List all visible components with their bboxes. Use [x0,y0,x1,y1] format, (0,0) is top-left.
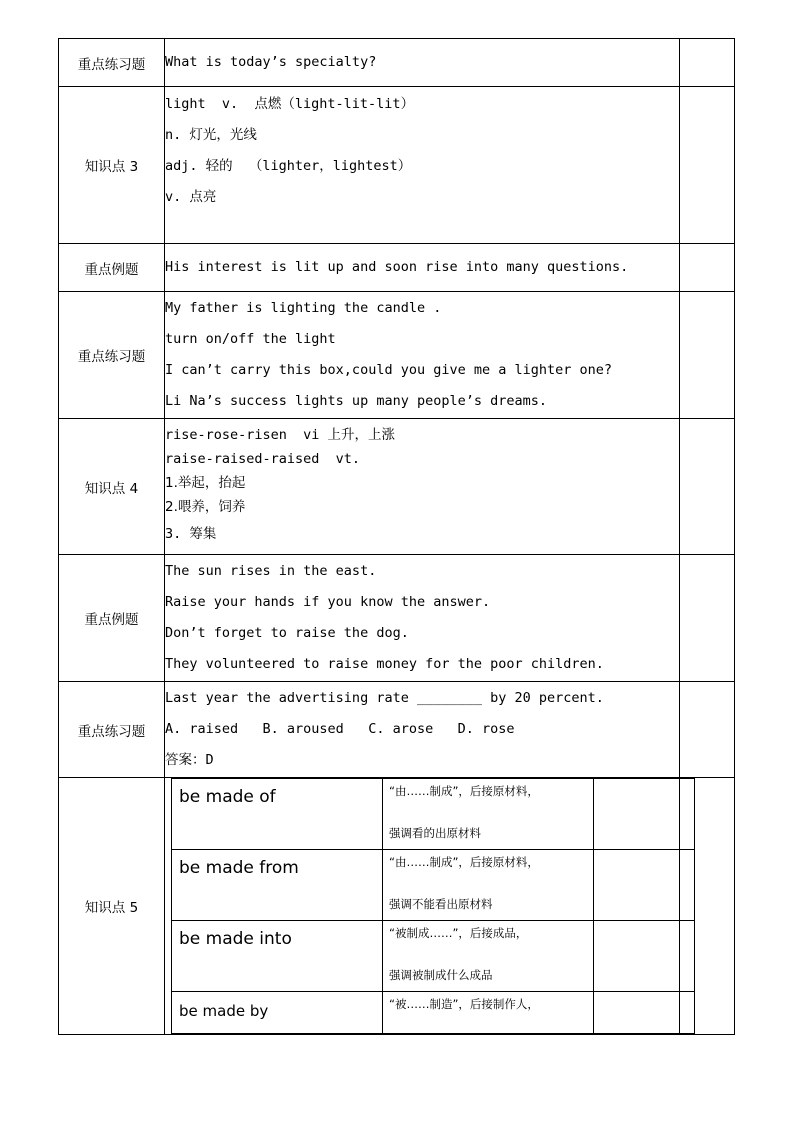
content-line: rise-rose-risen vi 上升，上涨 [165,427,396,443]
content-line: n. 灯光，光线 [165,127,257,143]
description-cell [383,850,594,921]
row-label: 重点练习题 [59,682,165,778]
description-line: 强调看的出原材料 [389,826,481,840]
content-line: A. raised B. aroused C. arose D. rose [165,721,515,737]
table-row [59,778,735,1035]
phrase-cell: be made from [172,850,383,921]
empty-cell [680,292,735,419]
row-content [165,778,680,1035]
row-content [165,682,680,778]
phrase-cell: be made of [172,779,383,850]
content-line: They volunteered to raise money for the poor children. [165,656,604,672]
row-label: 重点练习题 [59,292,165,419]
table-row [172,850,695,921]
empty-cell [680,39,735,87]
empty-cell [680,244,735,292]
row-label: 重点练习题 [59,39,165,87]
content-line: 答案：D [165,752,214,768]
content-line: turn on/off the light [165,331,336,347]
table-row [59,39,735,87]
description-line: “被制成……”，后接成品， [389,926,528,940]
row-content [165,39,680,87]
content-line: Last year the advertising rate ________ by 20 percent. [165,690,604,706]
phrase-cell: be made into [172,921,383,992]
content-line: The sun rises in the east. [165,563,377,579]
content-line: 1.举起，抬起 [165,475,246,491]
table-row [59,419,735,555]
content-line: v. 点亮 [165,189,217,205]
description-cell [383,921,594,992]
table-row [59,555,735,682]
content-line: What is today’s specialty? [165,54,377,70]
row-label: 知识点 3 [59,87,165,244]
table-row [59,244,735,292]
content-line: raise-raised-raised vt. [165,451,361,467]
row-content [165,555,680,682]
content-line: I can’t carry this box,could you give me a lighter one? [165,362,613,378]
row-content [165,419,680,555]
description-line: “由……制成”，后接原材料， [389,784,539,798]
content-line: 2.喂养，饲养 [165,499,246,515]
description-line: 强调被制成什么成品 [389,968,493,982]
content-line: light v. 点燃（light-lit-lit） [165,96,415,112]
content-line: 3. 筹集 [165,526,217,542]
table-row [172,992,695,1034]
empty-cell [680,555,735,682]
content-line: Raise your hands if you know the answer. [165,594,491,610]
content-line: My father is lighting the candle . [165,300,442,316]
row-content [165,292,680,419]
description-line: “被……制造”，后接制作人， [389,997,539,1011]
row-label: 重点例题 [59,244,165,292]
table-row [172,921,695,992]
empty-cell [680,682,735,778]
phrase-cell: be made by [172,992,383,1034]
content-line: Don’t forget to raise the dog. [165,625,409,641]
table-row [172,779,695,850]
description-line: 强调不能看出原材料 [389,897,493,911]
phrase-table [171,778,695,1034]
description-cell [383,992,594,1034]
empty-cell [680,419,735,555]
content-line: Li Na’s success lights up many people’s dreams. [165,393,548,409]
content-line: adj. 轻的 （lighter，lightest） [165,158,412,174]
empty-cell [680,778,735,1035]
table-row [59,292,735,419]
row-content [165,87,680,244]
row-label: 知识点 5 [59,778,165,1035]
description-cell [383,779,594,850]
row-label: 重点例题 [59,555,165,682]
table-row [59,87,735,244]
lesson-table [58,38,735,1035]
row-label: 知识点 4 [59,419,165,555]
table-row [59,682,735,778]
row-content [165,244,680,292]
description-line: “由……制成”，后接原材料， [389,855,539,869]
content-line: His interest is lit up and soon rise into many questions. [165,259,629,275]
empty-cell [680,87,735,244]
